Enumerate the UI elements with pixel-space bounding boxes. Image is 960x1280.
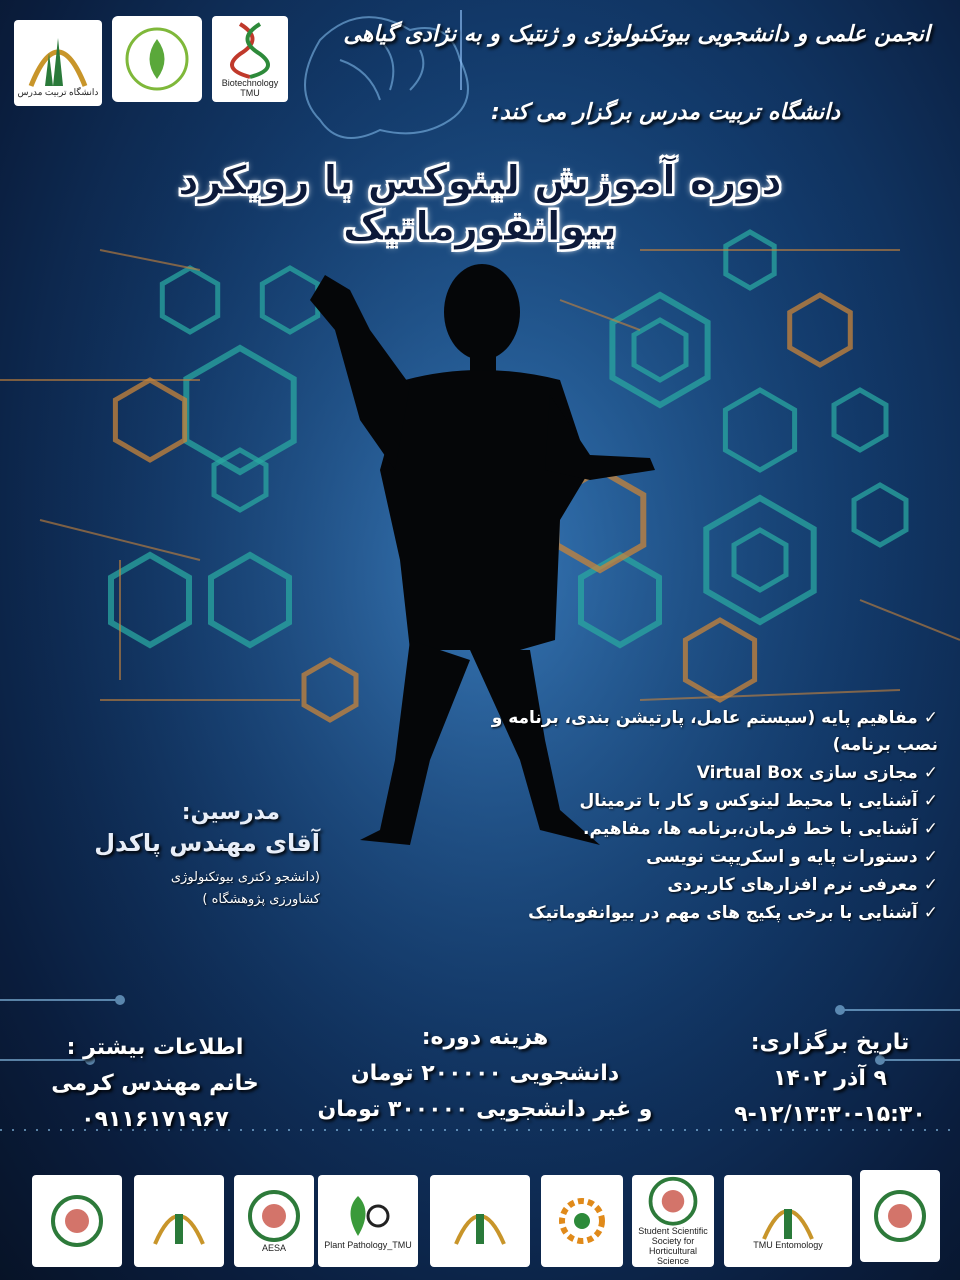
seal-icon	[645, 1175, 701, 1227]
biotech-association-logo	[112, 16, 202, 102]
schedule-heading: تاریخ برگزاری:	[750, 1030, 910, 1055]
logo-caption: Plant Pathology_TMU	[324, 1240, 412, 1251]
contact-name: خانم مهندس کرمی	[51, 1071, 259, 1096]
check-icon: ✓	[923, 763, 938, 783]
schedule-date: ۹ آذر ۱۴۰۲	[773, 1066, 887, 1091]
footer-logo	[860, 1170, 940, 1262]
seal-icon	[49, 1193, 105, 1249]
arch-icon	[450, 1196, 510, 1246]
list-item: ✓دستورات پایه و اسکریپت نویسی	[646, 847, 938, 867]
arch-icon	[758, 1191, 818, 1241]
topics-list	[458, 705, 938, 928]
check-icon: ✓	[923, 903, 938, 923]
seal-icon	[872, 1188, 928, 1244]
list-item: ✓آشنایی با خط فرمان،برنامه ها، مفاهیم.	[583, 819, 938, 839]
page-title: دوره آموزش لینوکس با رویکرد بیوانفورماتیک	[178, 158, 782, 250]
footer-logo	[724, 1175, 852, 1267]
contact-block	[30, 1030, 280, 1138]
instructors-block	[40, 800, 320, 911]
logo-caption: TMU Entomology	[753, 1240, 823, 1251]
schedule-block	[710, 1025, 950, 1133]
list-item: ✓مفاهیم پایه (سیستم عامل، پارتیشن بندی، برنامه و نصب برنامه)	[491, 708, 938, 755]
logo-caption: AESA	[261, 1243, 286, 1254]
footer-logo	[318, 1175, 418, 1267]
organizer-line: انجمن علمی و دانشجویی بیوتکنولوژی و ژنتیک و به نژادی گیاهی	[343, 22, 930, 47]
footer-logo	[134, 1175, 224, 1267]
list-item: ✓آشنایی با محیط لینوکس و کار با ترمینال	[579, 791, 938, 811]
footer-logo	[234, 1175, 314, 1267]
arch-icon	[149, 1196, 209, 1246]
leaf-icon	[338, 1191, 398, 1241]
gear-icon	[554, 1193, 610, 1249]
plant-circle-icon	[122, 24, 192, 94]
footer-logo	[430, 1175, 530, 1267]
check-icon: ✓	[923, 875, 938, 895]
schedule-time: ۹-۱۲/۱۳:۳۰-۱۵:۳۰	[734, 1102, 926, 1127]
list-item: ✓آشنایی با برخی پکیج های مهم در بیوانفوماتیک	[528, 903, 938, 923]
instructor-name: آقای مهندس پاکدل	[94, 829, 320, 857]
fee-heading: هزینه دوره:	[421, 1025, 549, 1050]
footer-logo	[632, 1175, 714, 1267]
instructor-detail: (دانشجو دکتری بیوتکنولوژی کشاورزی پژوهشگاه )	[170, 870, 320, 907]
check-icon: ✓	[923, 847, 938, 867]
list-item: ✓مجازی سازی Virtual Box	[696, 763, 938, 783]
footer-logo	[541, 1175, 623, 1267]
dna-icon	[225, 19, 275, 79]
tmu-logo: دانشگاه تربیت مدرس	[14, 20, 102, 106]
footer-logo	[32, 1175, 122, 1267]
logo-caption: Student Scientific Society for Horticultural Science	[638, 1226, 708, 1267]
check-icon: ✓	[923, 791, 938, 811]
fee-non-students: و غیر دانشجویی ۳۰۰۰۰۰ تومان	[317, 1097, 653, 1122]
fee-students: دانشجویی ۲۰۰۰۰۰ تومان	[350, 1061, 620, 1086]
instructors-heading: مدرسین:	[181, 800, 280, 825]
fee-block	[300, 1020, 670, 1128]
list-item: ✓معرفی نرم افزارهای کاربردی	[667, 875, 938, 895]
organizer-subline: دانشگاه تربیت مدرس برگزار می کند:	[491, 100, 840, 125]
check-icon: ✓	[923, 708, 938, 728]
biotechnology-tmu-logo: Biotechnology TMU	[212, 16, 288, 102]
contact-phone: ۰۹۱۱۶۱۷۱۹۶۷	[81, 1107, 229, 1132]
cypress-tree-icon	[23, 28, 93, 88]
contact-heading: اطلاعات بیشتر :	[66, 1035, 244, 1060]
check-icon: ✓	[923, 819, 938, 839]
seal-icon	[246, 1188, 302, 1244]
